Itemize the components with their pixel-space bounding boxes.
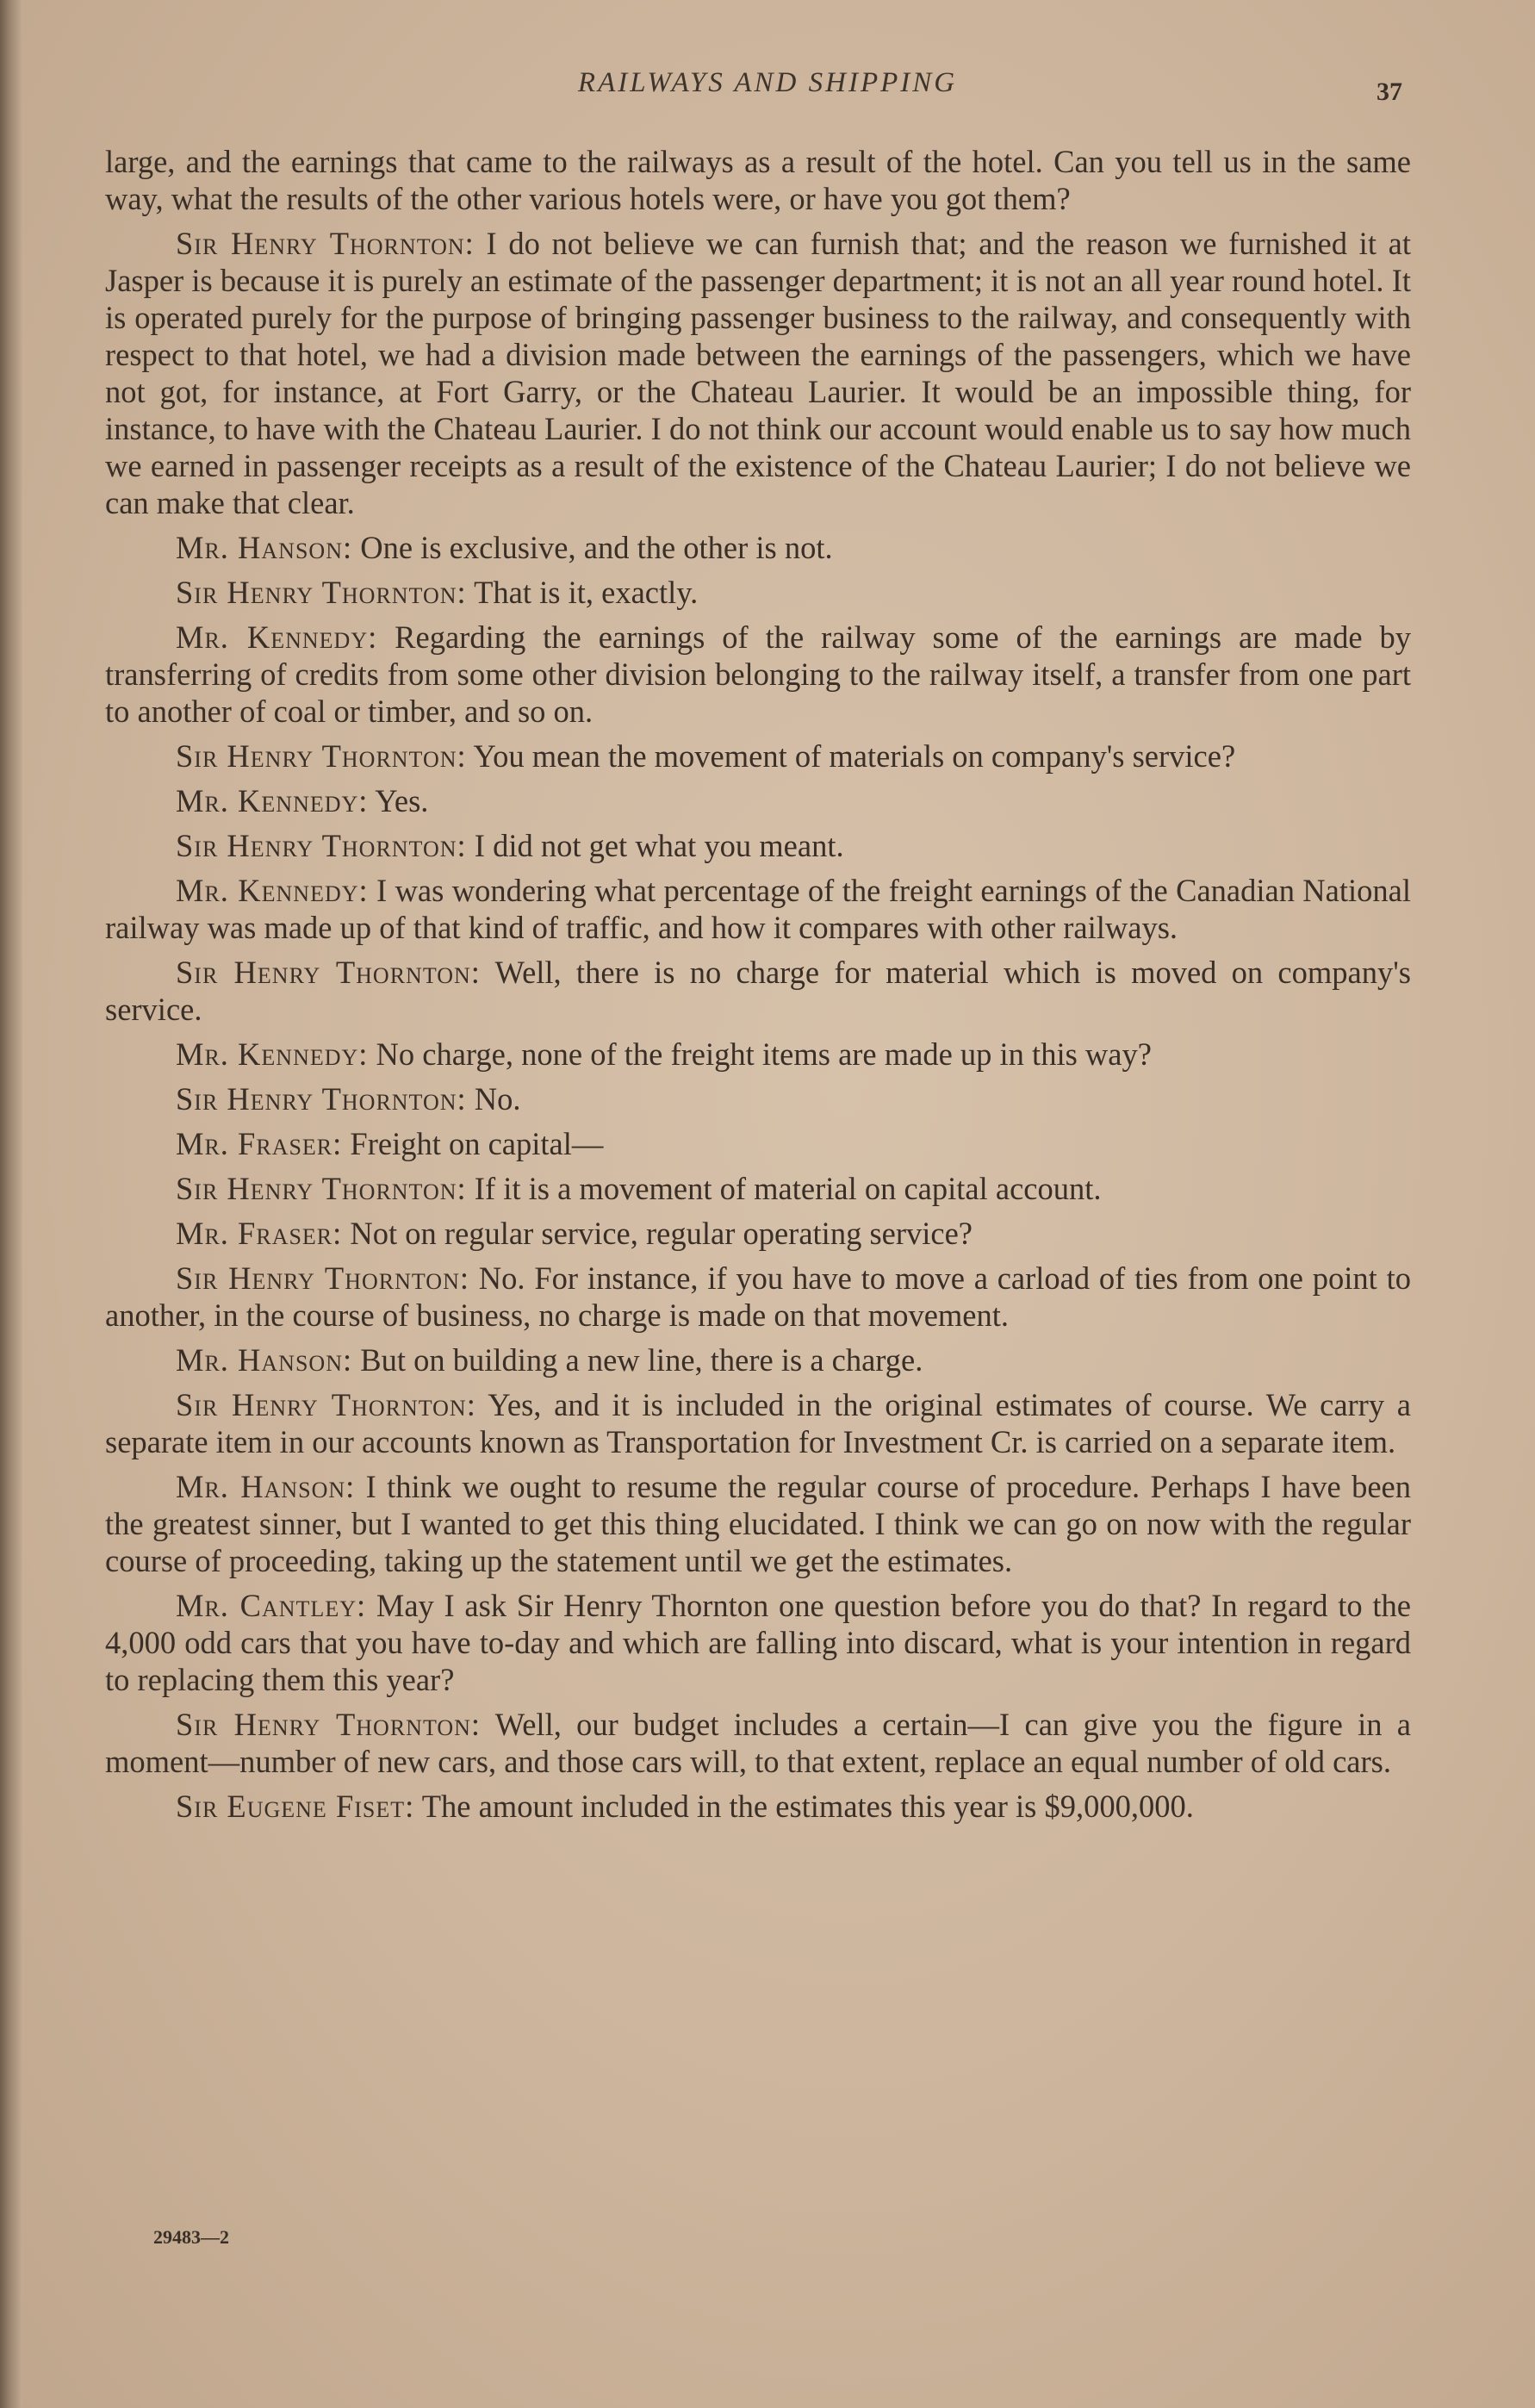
speaker-name: Sir Henry Thornton:: [176, 738, 467, 774]
speaker-name: Mr. Kennedy:: [176, 873, 369, 908]
speaker-name: Sir Henry Thornton:: [176, 1387, 476, 1422]
paragraph: [105, 827, 1411, 864]
speaker-name: Sir Eugene Fiset:: [176, 1789, 415, 1824]
transcript-body: [105, 143, 1411, 1832]
paragraph-text: One is exclusive, and the other is not.: [352, 530, 833, 565]
speaker-name: Sir Henry Thornton:: [176, 575, 467, 610]
paragraph-text: Well, there is no charge for material which is moved on company's service.: [105, 955, 1411, 1027]
paragraph-text: Yes, and it is included in the original estimates of course. We carry a separate item in our accounts known as Transportation for Investment Cr. is carried on a separate item.: [105, 1387, 1411, 1459]
paragraph: [105, 782, 1411, 819]
speaker-name: Mr. Hanson:: [176, 1342, 353, 1378]
speaker-name: Sir Henry Thornton:: [176, 226, 475, 261]
paragraph: [105, 1386, 1411, 1460]
paragraph: [105, 737, 1411, 775]
speaker-name: Mr. Kennedy:: [176, 783, 369, 818]
paragraph-text: May I ask Sir Henry Thornton one question before you do that? In regard to the 4,000 odd cars that you have to-day and which are falling into discard, what is your intention in regard to replacing them this year?: [105, 1588, 1411, 1697]
speaker-name: Sir Henry Thornton:: [176, 1171, 467, 1206]
paragraph: [105, 529, 1411, 566]
paragraph: [105, 1468, 1411, 1579]
paragraph-text: Freight on capital—: [342, 1126, 604, 1161]
speaker-name: Mr. Hanson:: [176, 1469, 356, 1504]
paragraph: [105, 225, 1411, 521]
paragraph-text: I did not get what you meant.: [466, 828, 844, 863]
paragraph-text: That is it, exactly.: [466, 575, 699, 610]
paragraph: [105, 872, 1411, 946]
paragraph-text: I think we ought to resume the regular course of procedure. Perhaps I have been the greatest sinner, but I wanted to get this thing elucidated. I think we can go on now with the regular course of proceeding, taking up the statement until we get the estimates.: [105, 1469, 1411, 1578]
paragraph-text: The amount included in the estimates this year is $9,000,000.: [414, 1789, 1194, 1824]
paragraph: [105, 1260, 1411, 1334]
paragraph: [105, 1036, 1411, 1073]
speaker-name: Sir Henry Thornton:: [176, 955, 481, 990]
paragraph-text: Regarding the earnings of the railway some of the earnings are made by transferring of credits from some other division belonging to the railway itself, a transfer from one part to another of coal or timber, and so on.: [105, 619, 1411, 729]
paragraph-text: Well, our budget includes a certain—I can give you the figure in a moment—number of new cars, and those cars will, to that extent, replace an equal number of old cars.: [105, 1707, 1411, 1779]
running-head: RAILWAYS AND SHIPPING: [577, 67, 958, 98]
speaker-name: Mr. Fraser:: [176, 1216, 343, 1251]
paragraph: [105, 143, 1411, 217]
paragraph-text: If it is a movement of material on capital account.: [466, 1171, 1102, 1206]
paragraph-text: No. For instance, if you have to move a carload of ties from one point to another, in the course of business, no charge is made on that movement.: [105, 1260, 1411, 1333]
paragraph-text: No charge, none of the freight items are made up in this way?: [368, 1036, 1152, 1072]
speaker-name: Mr. Kennedy:: [176, 619, 378, 655]
paragraph: [105, 1125, 1411, 1162]
paragraph: [105, 1587, 1411, 1698]
page-number: 37: [1377, 78, 1402, 106]
paragraph-text: I do not believe we can furnish that; and the reason we furnished it at Jasper is because it is purely an estimate of the passenger department; it is not an all year round hotel. It is operated purely for the purpose of bringing passenger business to the railway, and consequently with respect to that hotel, we had a division made between the earnings of the passengers, which we have not got, for instance, at Fort Garry, or the Chateau Laurier. It would be an impossible thing, for instance, to have with the Chateau Laurier. I do not think our account would enable us to say how much we earned in passenger receipts as a result of the existence of the Chateau Laurier; I do not believe we can make that clear.: [105, 226, 1411, 520]
paragraph: [105, 1080, 1411, 1117]
paragraph: [105, 954, 1411, 1028]
paragraph: [105, 1215, 1411, 1252]
speaker-name: Mr. Cantley:: [176, 1588, 367, 1623]
speaker-name: Sir Henry Thornton:: [176, 1707, 482, 1742]
speaker-name: Sir Henry Thornton:: [176, 1260, 469, 1296]
speaker-name: Mr. Hanson:: [176, 530, 353, 565]
paragraph-text: You mean the movement of materials on company's service?: [466, 738, 1236, 774]
speaker-name: Mr. Fraser:: [176, 1126, 343, 1161]
paragraph: [105, 1788, 1411, 1825]
paragraph-text: But on building a new line, there is a charge.: [352, 1342, 923, 1378]
paragraph-text: No.: [466, 1081, 521, 1117]
paragraph: [105, 574, 1411, 611]
speaker-name: Sir Henry Thornton:: [176, 828, 467, 863]
paragraph: [105, 1706, 1411, 1780]
paragraph: [105, 619, 1411, 730]
paragraph-text: Not on regular service, regular operating service?: [342, 1216, 973, 1251]
speaker-name: Mr. Kennedy:: [176, 1036, 369, 1072]
paragraph-text: I was wondering what percentage of the freight earnings of the Canadian National railway was made up of that kind of traffic, and how it compares with other railways.: [105, 873, 1411, 945]
paragraph-text: large, and the earnings that came to the railways as a result of the hotel. Can you tell us in the same way, what the results of the other various hotels were, or have you got them?: [105, 144, 1411, 216]
printer-code: 29483—2: [153, 2226, 229, 2248]
book-spine-shadow: [0, 0, 22, 2408]
speaker-name: Sir Henry Thornton:: [176, 1081, 467, 1117]
paragraph-text: Yes.: [368, 783, 429, 818]
paragraph: [105, 1341, 1411, 1378]
paragraph: [105, 1170, 1411, 1207]
